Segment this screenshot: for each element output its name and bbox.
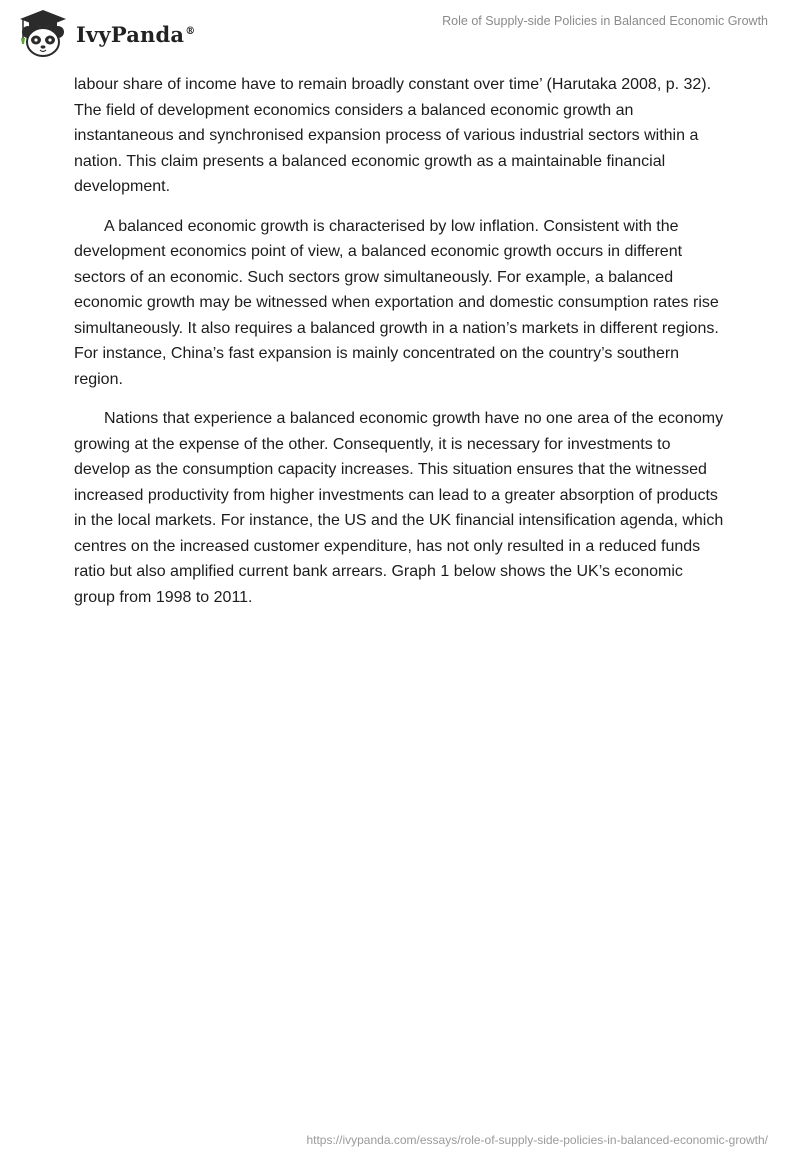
- paragraph-1: labour share of income have to remain broadly constant over time’ (Harutaka 2008, p. 32). The field of development economics considers a balanced economic growth an instantaneous and synchronised expansion process of various industrial sectors within a nation. This claim presents a balanced economic growth as a maintainable financial development.: [74, 76, 712, 195]
- source-url[interactable]: https://ivypanda.com/essays/role-of-supply-side-policies-in-balanced-economic-growth/: [306, 1133, 768, 1147]
- essay-body: [74, 72, 724, 624]
- paragraph-2: A balanced economic growth is characterised by low inflation. Consistent with the development economics point of view, a balanced economic growth occurs in different sectors of an economic. Such sectors grow simultaneously. For example, a balanced economic growth may be witnessed when exportation and domestic consumption rates rise simultaneously. It also requires a balanced growth in a nation’s markets in different regions. For instance, China’s fast expansion is mainly concentrated on the country’s southern region.: [74, 217, 719, 388]
- document-title: Role of Supply-side Policies in Balanced Economic Growth: [442, 14, 768, 28]
- page-header: [0, 0, 800, 70]
- registered-mark: ®: [185, 25, 196, 37]
- paragraph-3: Nations that experience a balanced economic growth have no one area of the economy growing at the expense of the other. Consequently, it is necessary for investments to develop as the consumption capacity increases. This situation ensures that the witnessed increased productivity from higher investments can lead to a greater absorption of products in the local markets. For instance, the US and the UK financial intensification agenda, which centres on the increased customer expenditure, has not only resulted in a reduced funds ratio but also amplified current bank arrears. Graph 1 below shows the UK’s economic group from 1998 to 2011.: [74, 410, 724, 606]
- panda-graduate-icon: [14, 8, 72, 58]
- brand-name: IvyPanda®: [76, 21, 196, 47]
- brand-logo[interactable]: [14, 8, 195, 58]
